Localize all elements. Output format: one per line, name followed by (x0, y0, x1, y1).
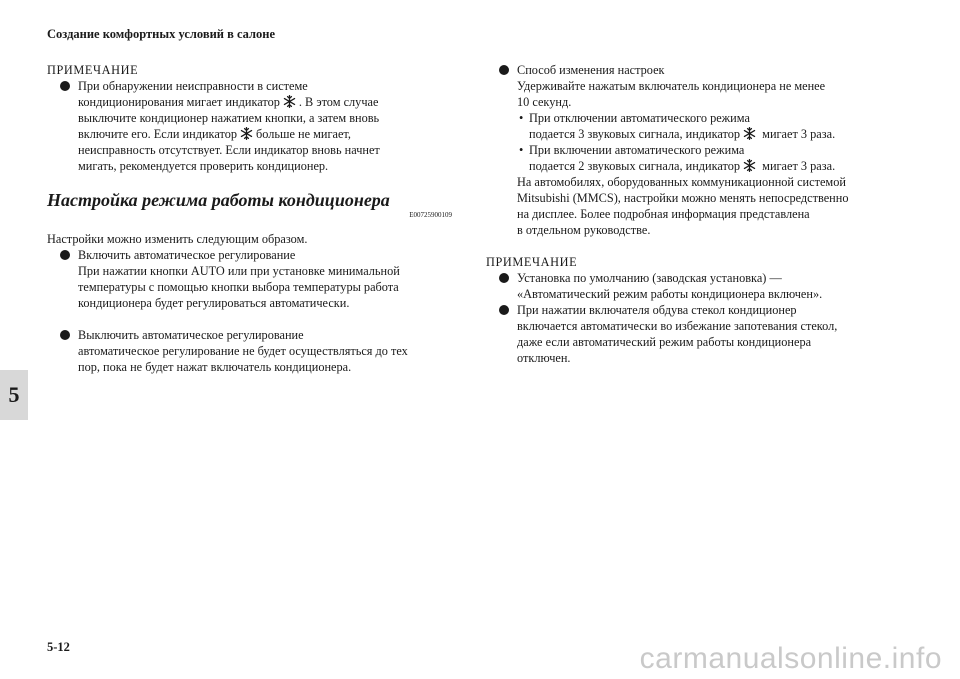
text-line: Установка по умолчанию (заводская установка) — (517, 271, 782, 285)
sub-bullet-marker: • (519, 143, 524, 157)
page-header-title: Создание комфортных условий в салоне (47, 27, 276, 41)
page-number: 5-12 (47, 640, 70, 654)
bullet-dot-icon (60, 330, 70, 340)
text-line: включите его. Если индикатор больше не мигает, (78, 127, 351, 141)
sub-bullet-marker: • (519, 111, 524, 125)
sub-item-disable (486, 110, 906, 142)
spacer (486, 238, 906, 254)
text-line: При включении автоматического режима (529, 143, 745, 157)
bullet-dot-icon (499, 305, 509, 315)
section-title: Настройка режима работы кондиционера (47, 190, 390, 210)
text-line: отключен. (517, 351, 571, 365)
text-line: в отдельном руководстве. (517, 223, 651, 237)
text-line: подается 2 звуковых сигнала, индикатор мигает 3 раза. (529, 159, 836, 173)
snowflake-indicator-icon (743, 159, 756, 172)
text-line: автоматическое регулирование не будет осуществляться до тех (78, 344, 408, 358)
intro-text: Настройки можно изменить следующим образом. (47, 232, 308, 246)
item-title: Включить автоматическое регулирование (78, 248, 296, 262)
section-code-row (47, 211, 452, 231)
text-line: подается 3 звуковых сигнала, индикатор мигает 3 раза. (529, 127, 836, 141)
text-line: Mitsubishi (MMCS), настройки можно менять непосредственно (517, 191, 849, 205)
chapter-number: 5 (8, 382, 20, 407)
note-label: ПРИМЕЧАНИЕ (486, 255, 578, 269)
text-line: «Автоматический режим работы кондиционера включен». (517, 287, 823, 301)
text-line: При отключении автоматического режима (529, 111, 750, 125)
spacer (47, 311, 452, 327)
left-column (47, 62, 452, 375)
text-line: На автомобилях, оборудованных коммуникационной системой (517, 175, 846, 189)
method-bullet (486, 62, 906, 110)
chapter-tab (0, 370, 28, 420)
item-disable-auto (47, 327, 452, 375)
snowflake-indicator-icon (240, 127, 253, 140)
text-line: кондиционирования мигает индикатор . В этом случае (78, 95, 379, 109)
mmcs-paragraph (486, 174, 906, 238)
item-title: Выключить автоматическое регулирование (78, 328, 304, 342)
text-line: При нажатии кнопки AUTO или при установке минимальной (78, 264, 400, 278)
item-enable-auto (47, 247, 452, 311)
text-line: При нажатии включателя обдува стекол кондиционер (517, 303, 797, 317)
text-line: Удерживайте нажатым включатель кондиционера не менее (517, 79, 826, 93)
snowflake-indicator-icon (743, 127, 756, 140)
bullet-dot-icon (60, 81, 70, 91)
right-column (486, 62, 906, 366)
text-line: на дисплее. Более подробная информация представлена (517, 207, 810, 221)
text-line: кондиционера будет регулироваться автоматически. (78, 296, 350, 310)
text-line: включается автоматически во избежание запотевания стекол, (517, 319, 838, 333)
sub-item-enable (486, 142, 906, 174)
note-bullet (47, 78, 452, 174)
text-line: При обнаружении неисправности в системе (78, 79, 308, 93)
note-defog-bullet (486, 302, 906, 366)
snowflake-indicator-icon (283, 95, 296, 108)
watermark: carmanualsonline.info (639, 642, 942, 675)
note-label: ПРИМЕЧАНИЕ (47, 63, 139, 77)
bullet-dot-icon (499, 273, 509, 283)
item-title: Способ изменения настроек (517, 63, 665, 77)
text-line: пор, пока не будет нажат включатель кондиционера. (78, 360, 352, 374)
section-code: E00725900109 (409, 211, 452, 219)
text-line: мигать, рекомендуется проверить кондиционер. (78, 159, 329, 173)
bullet-dot-icon (60, 250, 70, 260)
note-default-bullet (486, 270, 906, 302)
text-line: температуры с помощью кнопки выбора температуры работа (78, 280, 399, 294)
text-line: 10 секунд. (517, 95, 572, 109)
bullet-dot-icon (499, 65, 509, 75)
text-line: выключите кондиционер нажатием кнопки, а затем вновь (78, 111, 380, 125)
text-line: даже если автоматический режим работы кондиционера (517, 335, 812, 349)
text-line: неисправность отсутствует. Если индикатор вновь начнет (78, 143, 380, 157)
